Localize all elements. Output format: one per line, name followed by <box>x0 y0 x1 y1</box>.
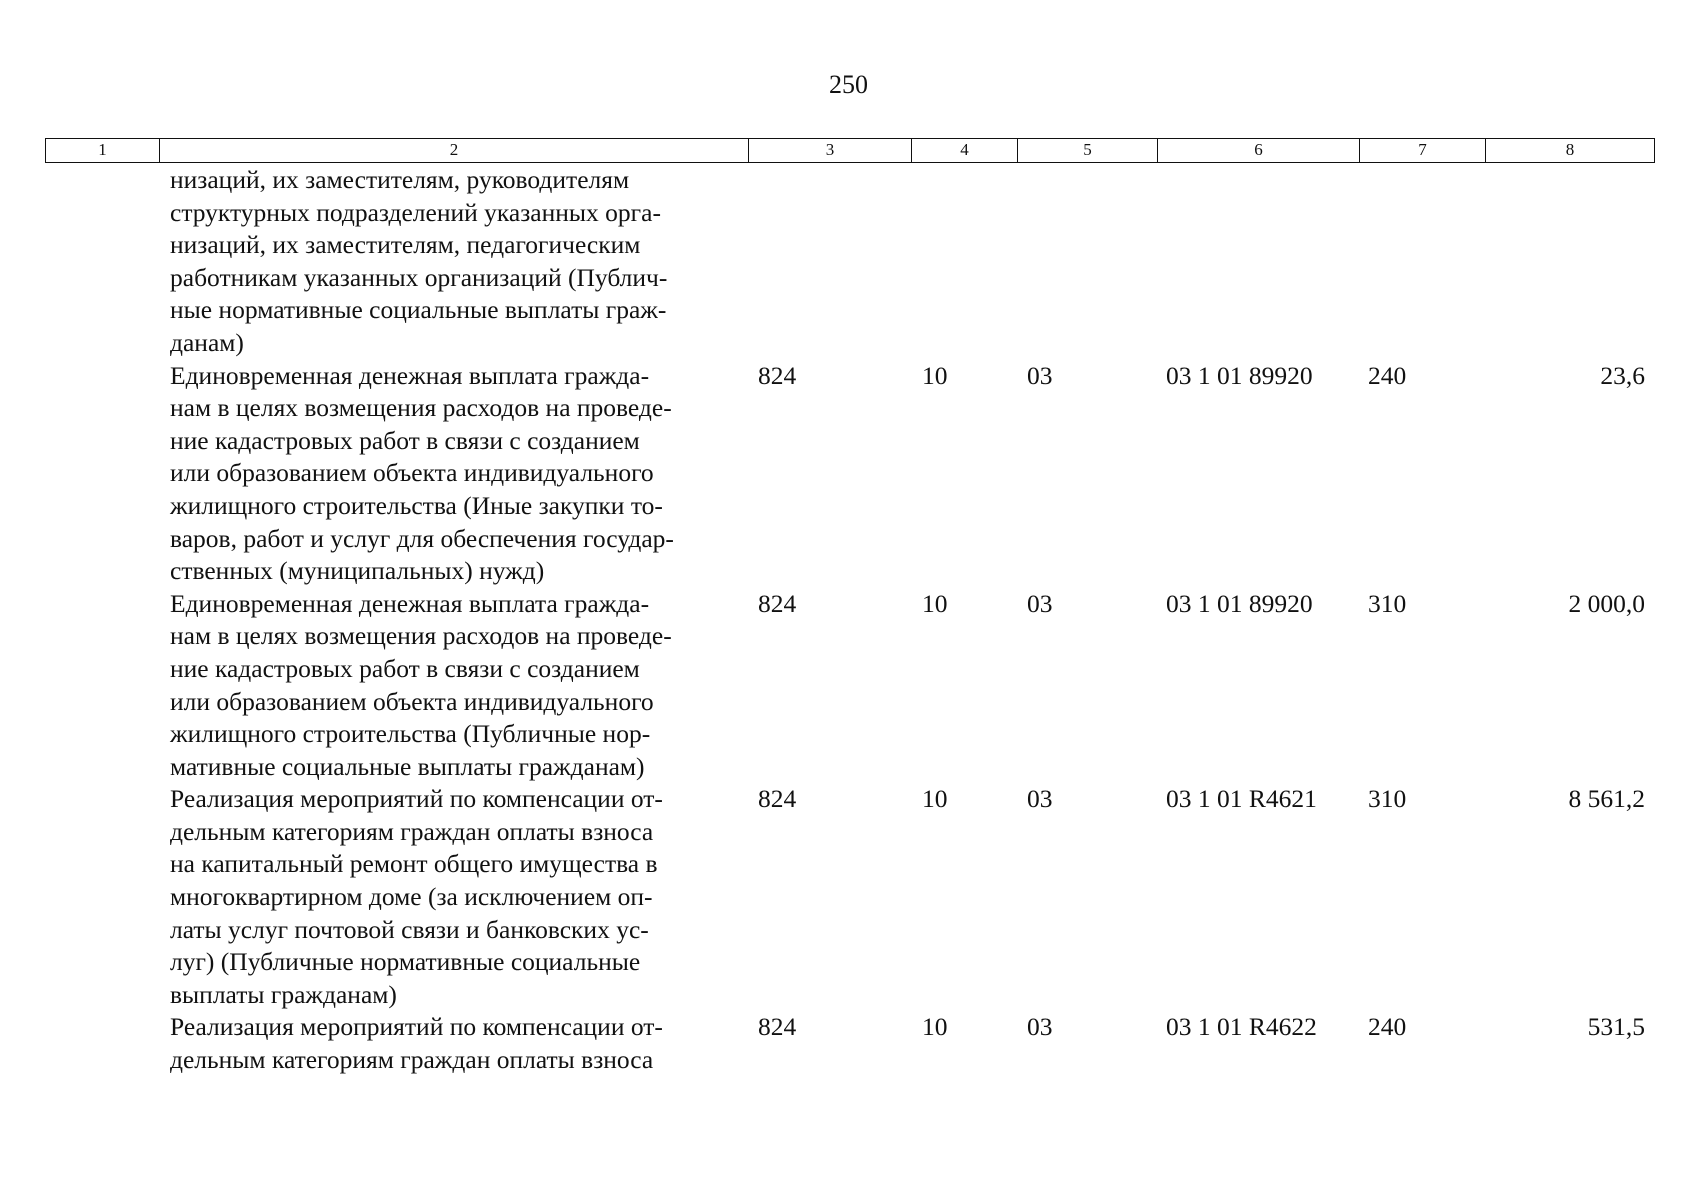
row-code-6: 03 1 01 R4621 <box>1166 784 1317 814</box>
row-code-5: 03 <box>1027 588 1053 618</box>
row-code-3: 824 <box>758 360 797 390</box>
row-code-4: 10 <box>922 588 948 618</box>
row-amount: 531,5 <box>1587 1012 1645 1042</box>
row-code-3: 824 <box>758 588 797 618</box>
table-body <box>0 164 1697 1077</box>
table-row <box>0 164 1697 360</box>
row-code-6: 03 1 01 89920 <box>1166 588 1313 618</box>
row-code-4: 10 <box>922 784 948 814</box>
row-description: Реализация мероприятий по компенсации от- дельным категориям граждан оплаты взноса на капитальный ремонт общего имущества в многоквартирном доме (за исключением оп- латы услуг почтовой связи и банковских ус- луг) (Публичные нормативные социальные выплаты гражданам) <box>170 784 663 1009</box>
row-description: Реализация мероприятий по компенсации от- дельным категориям граждан оплаты взноса <box>170 1012 663 1075</box>
row-code-7: 240 <box>1368 1012 1407 1042</box>
column-header-6: 6 <box>1158 139 1360 162</box>
row-code-6: 03 1 01 R4622 <box>1166 1012 1317 1042</box>
column-header-1: 1 <box>46 139 160 162</box>
page-number: 250 <box>829 70 868 99</box>
row-amount: 8 561,2 <box>1568 784 1645 814</box>
column-header-7: 7 <box>1360 139 1486 162</box>
row-code-7: 310 <box>1368 784 1407 814</box>
column-header-3: 3 <box>749 139 912 162</box>
row-description: Единовременная денежная выплата гражда- нам в целях возмещения расходов на проведе- ние кадастровых работ в связи с созданием или образованием объекта индивидуального жилищного строительства (Иные закупки то- варов, работ и услуг для обеспечения государ- ственных (муниципальных) нужд) <box>170 360 674 586</box>
row-amount: 2 000,0 <box>1568 588 1645 618</box>
row-description: низаций, их заместителям, руководителям структурных подразделений указанных орга- низаций, их заместителям, педагогическим работникам указанных организаций (Публич- ные нормативные социальные выплаты граж- данам) <box>170 165 668 357</box>
row-code-4: 10 <box>922 1012 948 1042</box>
table-row <box>0 360 1697 588</box>
row-amount: 23,6 <box>1600 360 1645 390</box>
row-code-3: 824 <box>758 784 797 814</box>
row-code-3: 824 <box>758 1012 797 1042</box>
table-row <box>0 1011 1697 1076</box>
table-row <box>0 588 1697 784</box>
row-code-6: 03 1 01 89920 <box>1166 360 1313 390</box>
table-header <box>45 138 1655 163</box>
row-code-5: 03 <box>1027 360 1053 390</box>
row-description: Единовременная денежная выплата гражда- нам в целях возмещения расходов на проведе- ние кадастровых работ в связи с созданием или образованием объекта индивидуального жилищного строительства (Публичные нор- мативные социальные выплаты гражданам) <box>170 588 672 781</box>
column-header-4: 4 <box>912 139 1018 162</box>
table-row <box>0 783 1697 1011</box>
row-code-5: 03 <box>1027 784 1053 814</box>
row-code-4: 10 <box>922 360 948 390</box>
row-code-7: 240 <box>1368 360 1407 390</box>
column-header-2: 2 <box>160 139 749 162</box>
column-header-8: 8 <box>1565 140 1575 159</box>
row-code-7: 310 <box>1368 588 1407 618</box>
column-header-5: 5 <box>1018 139 1158 162</box>
row-code-5: 03 <box>1027 1012 1053 1042</box>
